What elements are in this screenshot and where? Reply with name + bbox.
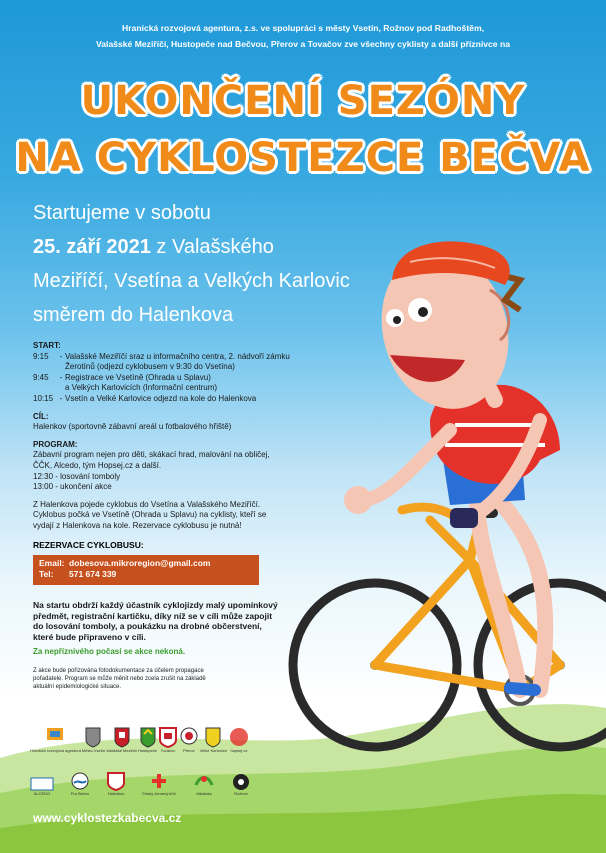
start-text: Registrace ve Vsetíně (Ohrada u Splavu) xyxy=(65,372,211,382)
start-text: a Velkých Karlovicích (Informační centrum) xyxy=(65,383,218,393)
photo-note xyxy=(33,667,233,691)
logo-caption: Město Vsetín xyxy=(81,748,106,753)
logo-caption: Hranická rozvojová agentura xyxy=(30,748,81,753)
reservation-box xyxy=(33,555,259,585)
weather-note: Za nepříznivého počasí se akce nekoná. xyxy=(33,647,186,656)
intro-line: Valašské Meziříčí, Hustopeče nad Bečvou, Přerov a Tovačov zve všechny cyklisty a další příznivce na xyxy=(96,39,510,49)
logo-hranicka-agentura xyxy=(30,726,81,753)
lead-line-4: směrem do Halenkova xyxy=(33,304,234,326)
start-time: 10:15 xyxy=(33,393,54,403)
tel-label: Tel: xyxy=(39,569,54,579)
logo-roznov xyxy=(232,773,250,796)
title-line-1: UKONČENÍ SEZÓNY xyxy=(80,78,526,124)
bus-line: Z Halenkova pojede cyklobus do Vsetína a Valašského Meziříčí. xyxy=(33,499,261,509)
start-row xyxy=(33,362,333,373)
start-text: Valašské Meziříčí sraz u informačního centra, 2. nádvoří zámku xyxy=(65,351,290,361)
note-line: Z akce bude pořizována fotodokumentace za účelem propagace xyxy=(33,668,204,674)
logo-velke-karlovice xyxy=(200,726,227,753)
program-line: Zábavní program nejen pro děti, skákací hrad, malování na obličej, xyxy=(33,450,270,460)
registration-info xyxy=(33,600,333,642)
lead-line-2-rest: z Valašského xyxy=(150,236,274,258)
event-date: 25. září 2021 xyxy=(33,236,151,258)
lead-text xyxy=(33,196,350,332)
lead-line-3: Meziříčí, Vsetína a Velkých Karlovic xyxy=(33,270,350,292)
registration-line: do losování tomboly, a poukázku na drobné občerstvení, xyxy=(33,621,262,631)
logo-pro-becvu xyxy=(70,771,90,796)
logo-caption: hopsej.cz xyxy=(230,748,248,753)
start-dash xyxy=(57,383,65,394)
lead-line-2 xyxy=(33,230,350,264)
logo-tovacov xyxy=(158,726,178,753)
program-line: 13:00 - ukončení akce xyxy=(33,482,112,492)
logo-hopsej xyxy=(228,726,250,753)
goal-text: Halenkov (sportovně zábavní areál u fotbalového hřiště) xyxy=(33,422,232,432)
logo-alcedo xyxy=(30,777,54,796)
partner-logos-row-2 xyxy=(30,771,250,796)
bus-line: Cyklobus počká ve Vsetíně (Ohrada u Splavu) na cyklisty, kteří se xyxy=(33,510,267,520)
email-label: Email: xyxy=(39,558,65,568)
start-row xyxy=(33,373,333,384)
logo-hustopece xyxy=(138,726,157,753)
logo-vsetin xyxy=(82,726,105,753)
start-dash: - xyxy=(59,372,63,382)
logo-caption: Tovačov xyxy=(160,748,176,753)
lead-line-1: Startujeme v sobotu xyxy=(33,202,211,224)
note-line: aktuální epidemiologické situace. xyxy=(33,684,122,690)
intro-line: Hranická rozvojová agentura, z.s. ve spolupráci s městy Vsetín, Rožnov pod Radhoštěm, xyxy=(122,23,484,33)
registration-line: Na startu obdrží každý účastník cyklojízdy malý upomínkový xyxy=(33,600,278,610)
start-time: 9:15 xyxy=(33,351,49,361)
start-row xyxy=(33,383,333,394)
title-line-2: NA CYKLOSTEZCE BEČVA xyxy=(15,135,591,181)
goal-heading: CÍL: xyxy=(33,411,49,421)
registration-line: předmět, registrační kartičku, díky níž se v cíli může zapojit xyxy=(33,610,273,621)
tel-link[interactable]: 571 674 339 xyxy=(69,569,117,579)
website-link[interactable]: www.cyklostezkabecva.cz xyxy=(33,811,182,825)
bus-line: vydají z Halenkova na kole. Rezervace cyklobusu je nutná! xyxy=(33,520,242,530)
logo-halenkov xyxy=(106,771,126,796)
program-line: ČČK, Alcedo, tým Hopsej.cz a další. xyxy=(33,460,162,470)
logo-red-cross xyxy=(142,771,176,796)
logo-caption: Halenkov xyxy=(107,791,125,796)
start-text: Vsetín a Velké Karlovice odjezd na kole do Halenkova xyxy=(65,393,257,403)
start-dash: - xyxy=(59,351,63,361)
logo-caption: Český červený kříž xyxy=(142,791,176,796)
logo-caption: Rožnov xyxy=(234,791,248,796)
logo-caption: Přerov xyxy=(182,748,195,753)
start-time xyxy=(33,362,57,373)
reservation-heading: REZERVACE CYKLOBUSU: xyxy=(33,540,144,550)
program-line: 12:30 - losování tomboly xyxy=(33,471,121,481)
start-dash xyxy=(57,362,65,373)
partner-logos-row-1 xyxy=(30,726,250,753)
registration-line: které bude připraveno v cíli. xyxy=(33,631,146,642)
logo-valassko xyxy=(192,771,216,796)
logo-caption: Pro Bečvu xyxy=(70,791,90,796)
start-dash: - xyxy=(59,393,63,403)
start-text: Žerotínů (odjezd cyklobusem v 9:30 do Vsetína) xyxy=(65,362,235,372)
start-row xyxy=(33,352,333,363)
intro-text xyxy=(50,20,556,52)
logo-caption: Hustopeče xyxy=(137,748,158,753)
program-section xyxy=(33,341,333,532)
start-row xyxy=(33,394,333,405)
logo-caption: ALCEDO xyxy=(33,791,51,796)
logo-prerov xyxy=(179,726,199,753)
start-heading: START: xyxy=(33,341,61,350)
email-link[interactable]: dobesova.mikroregion@gmail.com xyxy=(69,558,211,568)
logo-valasske-mezirici xyxy=(106,726,137,753)
start-time: 9:45 xyxy=(33,372,49,382)
start-time xyxy=(33,383,57,394)
logo-caption: Valašsko xyxy=(195,791,212,796)
logo-caption: Velké Karlovice xyxy=(199,748,228,753)
note-line: pořadatele. Program se může měnit nebo zcela zrušit na základě xyxy=(33,676,206,682)
program-heading: PROGRAM: xyxy=(33,439,78,449)
logo-caption: Valašské Meziříčí xyxy=(106,748,138,753)
